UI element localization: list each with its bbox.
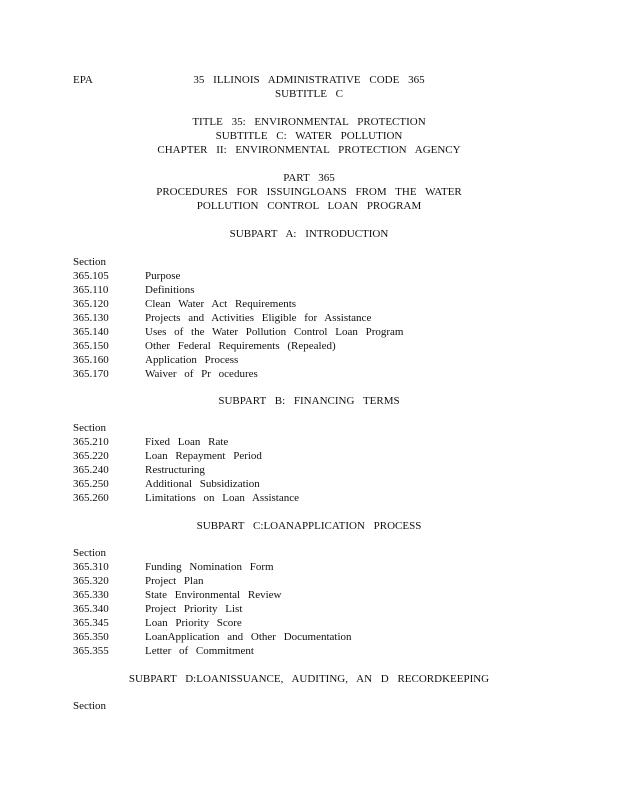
section-row[interactable] <box>73 602 593 616</box>
section-number: 365.120 <box>73 298 109 310</box>
section-title: Clean Water Act Requirements <box>145 298 297 310</box>
section-number: 365.150 <box>73 340 109 352</box>
section-number: 365.110 <box>73 284 109 296</box>
section-row[interactable] <box>73 269 593 283</box>
section-title: Definitions <box>145 284 195 296</box>
section-label: Section <box>73 422 106 434</box>
section-row[interactable] <box>73 588 593 602</box>
subpart-d-heading: SUBPART D:LOANISSUANCE, AUDITING, AN D RECORDKEEPING <box>128 673 490 685</box>
section-title: Restructuring <box>145 464 205 476</box>
section-number: 365.355 <box>73 645 109 657</box>
section-row[interactable] <box>73 297 593 311</box>
section-title: Project Priority List <box>145 603 243 615</box>
subpart-b-section-list <box>73 421 593 505</box>
section-number: 365.210 <box>73 436 109 448</box>
section-row[interactable] <box>73 283 593 297</box>
part-number: PART 365 <box>283 172 335 184</box>
section-number: 365.105 <box>73 270 109 282</box>
section-number: 365.160 <box>73 354 109 366</box>
section-number: 365.330 <box>73 589 109 601</box>
section-row[interactable] <box>73 574 593 588</box>
part-title-line-1: PROCEDURES FOR ISSUINGLOANS FROM THE WATER <box>156 186 462 198</box>
section-number: 365.220 <box>73 450 109 462</box>
section-row[interactable] <box>73 644 593 658</box>
section-number: 365.320 <box>73 575 109 587</box>
subpart-c-section-list <box>73 546 593 658</box>
section-row[interactable] <box>73 560 593 574</box>
section-row[interactable] <box>73 325 593 339</box>
section-row[interactable] <box>73 435 593 449</box>
section-number: 365.345 <box>73 617 109 629</box>
subtitle-water-line: SUBTITLE C: WATER POLLUTION <box>215 130 403 142</box>
subtitle-line: SUBTITLE C <box>274 88 344 100</box>
subpart-a-heading: SUBPART A: INTRODUCTION <box>229 228 389 240</box>
section-row[interactable] <box>73 353 593 367</box>
subpart-a-section-list <box>73 255 593 381</box>
agency-label: EPA <box>73 74 93 86</box>
section-title: Uses of the Water Pollution Control Loan Program <box>145 326 404 338</box>
section-title: Application Process <box>145 354 239 366</box>
section-row[interactable] <box>73 339 593 353</box>
section-row[interactable] <box>73 311 593 325</box>
section-number: 365.350 <box>73 631 109 643</box>
section-row[interactable] <box>73 449 593 463</box>
section-row[interactable] <box>73 477 593 491</box>
section-title: Purpose <box>145 270 181 282</box>
section-title: Projects and Activities Eligible for Assistance <box>145 312 372 324</box>
section-title: Loan Priority Score <box>145 617 242 629</box>
section-number: 365.310 <box>73 561 109 573</box>
section-label: Section <box>73 700 106 712</box>
section-number: 365.240 <box>73 464 109 476</box>
title-line: TITLE 35: ENVIRONMENTAL PROTECTION <box>192 116 426 128</box>
section-title: Additional Subsidization <box>145 478 260 490</box>
section-number: 365.170 <box>73 368 109 380</box>
section-number: 365.340 <box>73 603 109 615</box>
section-label: Section <box>73 547 106 559</box>
section-title: Loan Repayment Period <box>145 450 262 462</box>
chapter-line: CHAPTER II: ENVIRONMENTAL PROTECTION AGENCY <box>157 144 461 156</box>
section-title: Funding Nomination Form <box>145 561 274 573</box>
section-title: Fixed Loan Rate <box>145 436 229 448</box>
section-row[interactable] <box>73 491 593 505</box>
section-title: Project Plan <box>145 575 204 587</box>
subpart-b-heading: SUBPART B: FINANCING TERMS <box>218 395 400 407</box>
section-number: 365.250 <box>73 478 109 490</box>
section-title: Other Federal Requirements (Repealed) <box>145 340 336 352</box>
section-row[interactable] <box>73 367 593 381</box>
section-number: 365.260 <box>73 492 109 504</box>
section-title: State Environmental Review <box>145 589 282 601</box>
part-title-line-2: POLLUTION CONTROL LOAN PROGRAM <box>196 200 422 212</box>
section-row[interactable] <box>73 616 593 630</box>
subpart-d-section-list <box>73 699 593 713</box>
section-row[interactable] <box>73 630 593 644</box>
section-title: Waiver of Pr ocedures <box>145 368 258 380</box>
section-number: 365.140 <box>73 326 109 338</box>
section-title: LoanApplication and Other Documentation <box>145 631 352 643</box>
section-title: Letter of Commitment <box>145 645 254 657</box>
section-title: Limitations on Loan Assistance <box>145 492 300 504</box>
section-row[interactable] <box>73 463 593 477</box>
code-line: 35 ILLINOIS ADMINISTRATIVE CODE 365 <box>193 74 425 86</box>
subpart-c-heading: SUBPART C:LOANAPPLICATION PROCESS <box>196 520 422 532</box>
section-label: Section <box>73 256 106 268</box>
section-number: 365.130 <box>73 312 109 324</box>
